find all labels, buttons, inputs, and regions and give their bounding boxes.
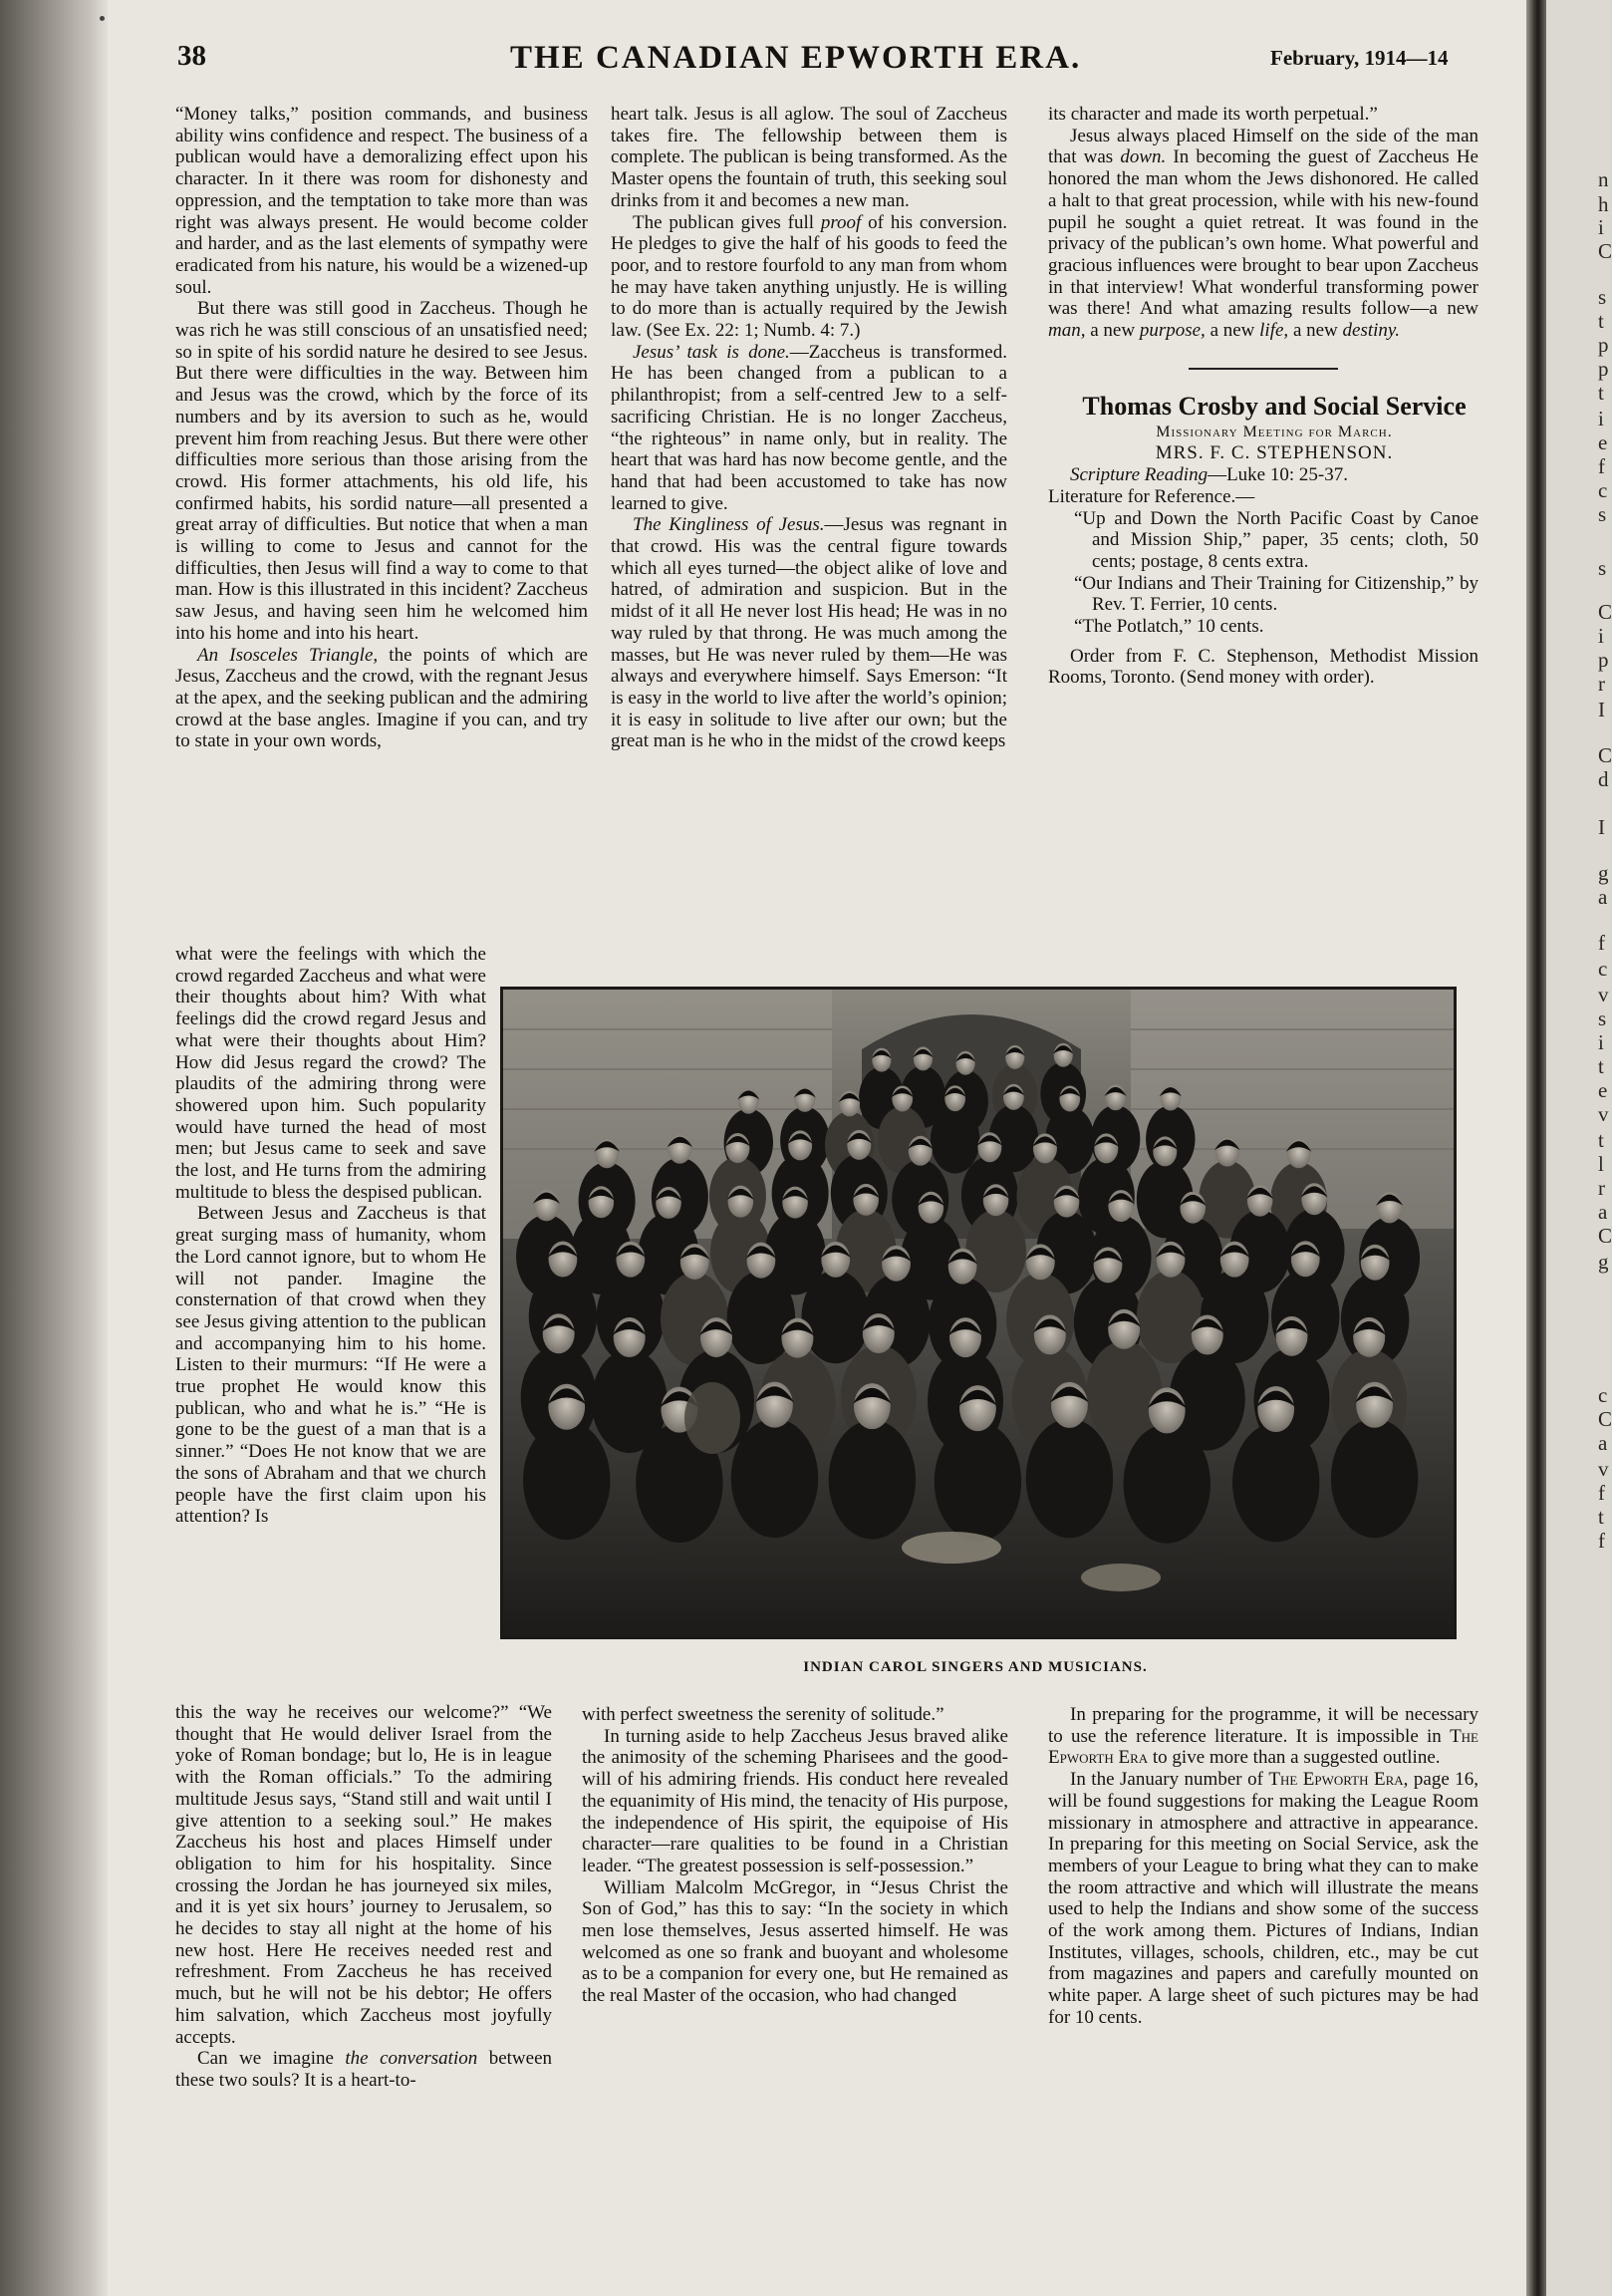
facing-page-letter: h xyxy=(1598,192,1609,216)
facing-page-letter: s xyxy=(1598,502,1607,526)
facing-page-letter: a xyxy=(1598,885,1608,909)
paragraph-text: In preparing for the programme, it will be necessary to use the reference literature. It is impossible in xyxy=(1048,1704,1478,1747)
paragraph: this the way he receives our welcome?” “We thought that He would deliver Israel from the yoke of Roman bondage; but lo, He is in league with the Roman officials.” To the admiring multitude Jesus says, “Stand still and wait until I give attention to a seeking soul.” He makes Zaccheus his host and places Himself under obligation to him for his hospitality. Since crossing the Jordan he has journeyed six miles, and it is yet six hours’ journey to Jerusalem, so he decides to stay all night at the home of his new host. Here He receives needed rest and refreshment. From Zaccheus he has received much, but he will not be his debtor; He offers him salvation, which Zaccheus most joyfully accepts. xyxy=(175,1702,552,2048)
facing-page-letter: c xyxy=(1598,957,1608,981)
facing-page-letter: I xyxy=(1598,815,1605,839)
facing-page-letter: f xyxy=(1598,454,1605,478)
paragraph-text: the points of which are Jesus, Zaccheus and the crowd, with the regnant Jesus at the apex, and the seeking publican and the admiring crowd at the base angles. Imagine if you can, and try to state in your own words, xyxy=(175,644,588,752)
italic-phrase: the conversation xyxy=(345,2048,478,2070)
figure-body xyxy=(935,1422,1021,1542)
italic-lead: Jesus’ task is done. xyxy=(633,341,790,363)
column-2-bottom xyxy=(582,1704,1008,2007)
scripture-reference: —Luke 10: 25-37. xyxy=(1208,464,1348,486)
facing-page-letter: n xyxy=(1598,167,1609,191)
paragraph xyxy=(611,514,1007,752)
literature-item: “Up and Down the North Pacific Coast by Canoe and Mission Ship,” paper, 35 cents; cloth, 50 cents; postage, 8 cents extra. xyxy=(1074,507,1478,572)
journal-name: The Epworth Era xyxy=(1048,1725,1478,1769)
facing-page-letter: c xyxy=(1598,478,1608,502)
column-1-bottom xyxy=(175,1702,552,2092)
section-title: Thomas Crosby and Social Service xyxy=(1082,391,1467,421)
paragraph xyxy=(175,645,588,753)
facing-page-letter: v xyxy=(1598,983,1609,1006)
facing-page-letter: i xyxy=(1598,1030,1604,1054)
facing-page-letter: t xyxy=(1598,1054,1604,1078)
paragraph xyxy=(175,2048,552,2091)
italic-word: purpose, xyxy=(1139,320,1206,342)
column-1-top xyxy=(175,104,588,752)
facing-page-letter: C xyxy=(1598,743,1612,767)
paragraph xyxy=(1048,1769,1478,2028)
facing-page-letter: i xyxy=(1598,407,1604,430)
facing-page-letter: C xyxy=(1598,239,1612,263)
article-author: MRS. F. C. STEPHENSON. xyxy=(1155,442,1394,464)
facing-page-letter: s xyxy=(1598,285,1607,309)
paragraph xyxy=(1048,1704,1478,1769)
paragraph: In turning aside to help Zaccheus Jesus braved alike the animosity of the scheming Pharisees and the good-will of his admiring friends. His conduct here revealed the equanimity of His mind, the tenacity of His purpose, the independence of His spirit, the equipoise of His character—rare qualities to be found in a Christian leader. “The greatest possession is self-possession.” xyxy=(582,1725,1008,1876)
next-page-edge xyxy=(1546,0,1610,2296)
facing-page-letter: l xyxy=(1598,1152,1604,1176)
meeting-subtitle: Missionary Meeting for March. xyxy=(1156,423,1393,440)
journal-name: The Epworth Era xyxy=(1268,1769,1404,1791)
photo-illustration xyxy=(503,990,1454,1636)
column-3-bottom xyxy=(1048,1704,1478,2029)
figure-body xyxy=(1124,1424,1210,1544)
literature-item: “The Potlatch,” 10 cents. xyxy=(1074,616,1264,638)
paragraph xyxy=(611,212,1007,342)
paragraph: heart talk. Jesus is all aglow. The soul of Zaccheus takes fire. The fellowship between them is complete. The publican is being transformed. As the Master opens the fountain of truth, this seeking soul drinks from it and becomes a new man. xyxy=(611,104,1007,211)
facing-page-letter: a xyxy=(1598,1431,1608,1455)
figure-body xyxy=(829,1420,916,1540)
paragraph: William Malcolm McGregor, in “Jesus Christ the Son of God,” has this to say: “In the society in which men lose themselves, Jesus asserted himself. He was welcomed as one so frank and buoyant and wholesome as to be a companion for every one, but He remained as the real Master of the occasion, who had changed xyxy=(582,1876,1008,2007)
italic-word: man, xyxy=(1048,320,1086,342)
figure-body xyxy=(731,1418,818,1538)
facing-page-letter: i xyxy=(1598,624,1604,648)
paragraph-text: a new xyxy=(1085,320,1140,342)
facing-page-letter: t xyxy=(1598,381,1604,405)
facing-page-letter: s xyxy=(1598,1006,1607,1030)
facing-page-letter: p xyxy=(1598,648,1609,672)
facing-page-letter: v xyxy=(1598,1102,1609,1126)
italic-lead: Scripture Reading xyxy=(1070,464,1209,486)
paragraph-text: —Jesus was regnant in that crowd. His was the central figure towards which all eyes turned—the object alike of love and hatred, of admiration and suspicion. But in the midst of it all He never lost His head; He was in no way ruled by that throng. He was much among the masses, but He was never ruled by them—He was always and everywhere himself. Says Emerson: “It is easy in the world to live after the world’s opinion; it is easy in solitude to live after our own; but the great man is he who in the midst of the crowd keeps xyxy=(611,514,1007,752)
paragraph xyxy=(611,342,1007,515)
paragraph: “Money talks,” position commands, and business ability wins confidence and respect. The business of a publican would have a demoralizing effect upon his character. In it there was room for dishonesty and oppression, and the temptation to take more than was right was always present. He would become colder and harder, and as the last elements of sympathy were eradicated from his nature, his would be a wizened-up soul. xyxy=(175,104,588,298)
paragraph-text: between these two souls? It is a heart-to- xyxy=(175,2048,553,2091)
column-2-top xyxy=(611,104,1007,752)
facing-page-letter: f xyxy=(1598,1481,1605,1505)
facing-page-letter: f xyxy=(1598,1529,1605,1553)
figure-body xyxy=(931,1106,979,1174)
figure-body xyxy=(1137,1271,1205,1364)
facing-page-letter: v xyxy=(1598,1457,1609,1481)
italic-word: destiny. xyxy=(1342,320,1401,342)
facing-page-letter: t xyxy=(1598,1128,1604,1152)
paragraph-text: , page 16, will be found suggestions for making the League Room missionary in atmosphere and attractive in appearance. In preparing for this meeting on Social Service, ask the members of your League to bring what they can to make the room attractive and which will illustrate the means used to help the Indians and show some of the success of the work among them. Pictures of Indians, Indian Institutes, villages, schools, children, etc., may be cut from magazines and papers and carefully mounted on white paper. A large sheet of such pictures may be had for 10 cents. xyxy=(1048,1769,1478,2028)
facing-page-letter: g xyxy=(1598,1250,1609,1274)
paragraph: what were the feelings with which the crowd regarded Zaccheus and what were their thoughts about him? With what feelings did the crowd regard Jesus and what were their thoughts about Him? How did Jesus regard the crowd? The plaudits of the admiring throng were showered upon him. Such popularity would have turned the head of most men; but Jesus came to seek and save the lost, and He turns from the admiring multitude to bless the despised publican. xyxy=(175,944,486,1203)
facing-page-letter: d xyxy=(1598,767,1609,791)
italic-word: down. xyxy=(1120,146,1167,168)
paragraph: its character and made its worth perpetual.” xyxy=(1048,104,1378,125)
paragraph-text: Can we imagine xyxy=(197,2048,346,2070)
group-photograph xyxy=(500,987,1457,1639)
figure-body xyxy=(1026,1419,1113,1539)
paragraph-text: a new xyxy=(1205,320,1260,342)
paragraph-text: In becoming the guest of Zaccheus He honored the man whom the Jews dishonored. He called a halt to that great procession, while with his new-found pupil he sought a quiet retreat. It was found in the privacy of the publican’s own home. What powerful and gracious influences were brought to bear upon Zaccheus in that interview! What wonderful transforming power was there! And what amazing results follow—a new xyxy=(1048,146,1478,320)
journal-title: THE CANADIAN EPWORTH ERA. xyxy=(510,40,1082,76)
scan-speck xyxy=(100,16,105,21)
paragraph-text: Jesus always placed Himself on the side of the man that was xyxy=(1048,125,1478,168)
italic-lead: An Isosceles Triangle, xyxy=(197,644,379,666)
literature-item: “Our Indians and Their Training for Citizenship,” by Rev. T. Ferrier, 10 cents. xyxy=(1074,572,1478,616)
paragraph-text: a new xyxy=(1288,320,1343,342)
paragraph: But there was still good in Zaccheus. Though he was rich he was still conscious of an unsatisfied need; so in spite of his sordid nature he desired to see Jesus. But there were difficulties in the way. Between him and Jesus was the crowd, which by the force of its numbers and by its aversion to such as he, would prevent him from reaching Jesus. But there were other difficulties more serious than those arising from the crowd. His former attachments, his old life, his confirmed habits, his sordid nature—all presented a great array of difficulties. But notice that when a man is willing to come to Jesus and cannot for the difficulties, then Jesus will find a way to come to that man. How is this illustrated in this incident? Zaccheus saw Jesus, and having seen him he welcomed him into his home and into his heart. xyxy=(175,298,588,644)
paragraph: Between Jesus and Zaccheus is that great surging mass of humanity, whom the Lord cannot ignore, but to whom He will not pander. Imagine the consternation of that crowd when they see Jesus giving attention to the publican and accompanying him to his home. Listen to their murmurs: “If He were a true prophet He would know this publican, who and what he is.” “He is gone to be the guest of a man that is a sinner.” “Does He not know that we are the sons of Abraham and that we church people have the first claim upon his attention? Is xyxy=(175,1203,486,1528)
paragraph xyxy=(1048,126,1478,342)
paragraph-text: The publican gives full xyxy=(633,211,821,233)
facing-page-letter: f xyxy=(1598,931,1605,955)
order-note: Order from F. C. Stephenson, Methodist Mission Rooms, Toronto. (Send money with order). xyxy=(1048,645,1478,689)
figure-body xyxy=(1331,1419,1418,1539)
paragraph-text: to give more than a suggested outline. xyxy=(1148,1747,1441,1769)
facing-page-letter: p xyxy=(1598,357,1609,381)
binding-shadow xyxy=(0,0,108,2296)
issue-date: February, 1914—14 xyxy=(1270,46,1449,70)
paragraph: with perfect sweetness the serenity of solitude.” xyxy=(582,1704,944,1725)
facing-page-letter: a xyxy=(1598,1200,1608,1224)
facing-page-letter: t xyxy=(1598,309,1604,333)
facing-page-letter: t xyxy=(1598,1505,1604,1529)
facing-page-letter: I xyxy=(1598,698,1605,721)
figure-body xyxy=(1232,1423,1319,1543)
facing-page-letter: C xyxy=(1598,600,1612,624)
section-divider xyxy=(1189,368,1338,370)
facing-page-letter: r xyxy=(1598,672,1605,696)
facing-page-letter: r xyxy=(1598,1176,1605,1200)
photo-caption: INDIAN CAROL SINGERS AND MUSICIANS. xyxy=(803,1659,1148,1675)
facing-page-letter: p xyxy=(1598,333,1609,357)
figure-body xyxy=(802,1271,870,1364)
italic-lead: The Kingliness of Jesus. xyxy=(633,514,825,536)
column-3-top xyxy=(1048,104,1478,689)
facing-page-letter: C xyxy=(1598,1224,1612,1248)
facing-page-letter: s xyxy=(1598,556,1607,580)
figure-body xyxy=(523,1420,610,1540)
facing-page-letter: C xyxy=(1598,1407,1612,1431)
page-number: 38 xyxy=(177,40,206,72)
facing-page-letter: e xyxy=(1598,1078,1608,1102)
facing-page-letter: e xyxy=(1598,430,1608,454)
page-header xyxy=(0,40,1610,80)
column-1-beside-photo xyxy=(175,944,486,1528)
literature-heading: Literature for Reference.— xyxy=(1048,485,1255,507)
paragraph-text: of his conversion. He pledges to give the half of his goods to feed the poor, and to restore fourfold to any man from whom he may have taken anything unjustly. He is willing to do more than is actually required by the Jewish law. (See Ex. 22: 1; Numb. 4: 7.) xyxy=(611,211,1007,342)
paragraph-text: —Zaccheus is transformed. He has been changed from a publican to a philanthropist; from a self-centred Jew to a self-sacrificing Christian. He is no longer Zaccheus, “the righteous” in name only, but in reality. The heart that was hard has now become gentle, and the hand that had been accustomed to take has now learned to give. xyxy=(611,341,1007,514)
book-spine xyxy=(1526,0,1546,2296)
italic-word: life, xyxy=(1259,320,1289,342)
paragraph-text: In the January number of xyxy=(1070,1769,1269,1791)
facing-page-letter: g xyxy=(1598,861,1609,885)
facing-page-letter: c xyxy=(1598,1383,1608,1407)
facing-page-letter: i xyxy=(1598,215,1604,239)
italic-phrase: proof xyxy=(820,211,862,233)
scripture-reading xyxy=(1048,464,1478,486)
